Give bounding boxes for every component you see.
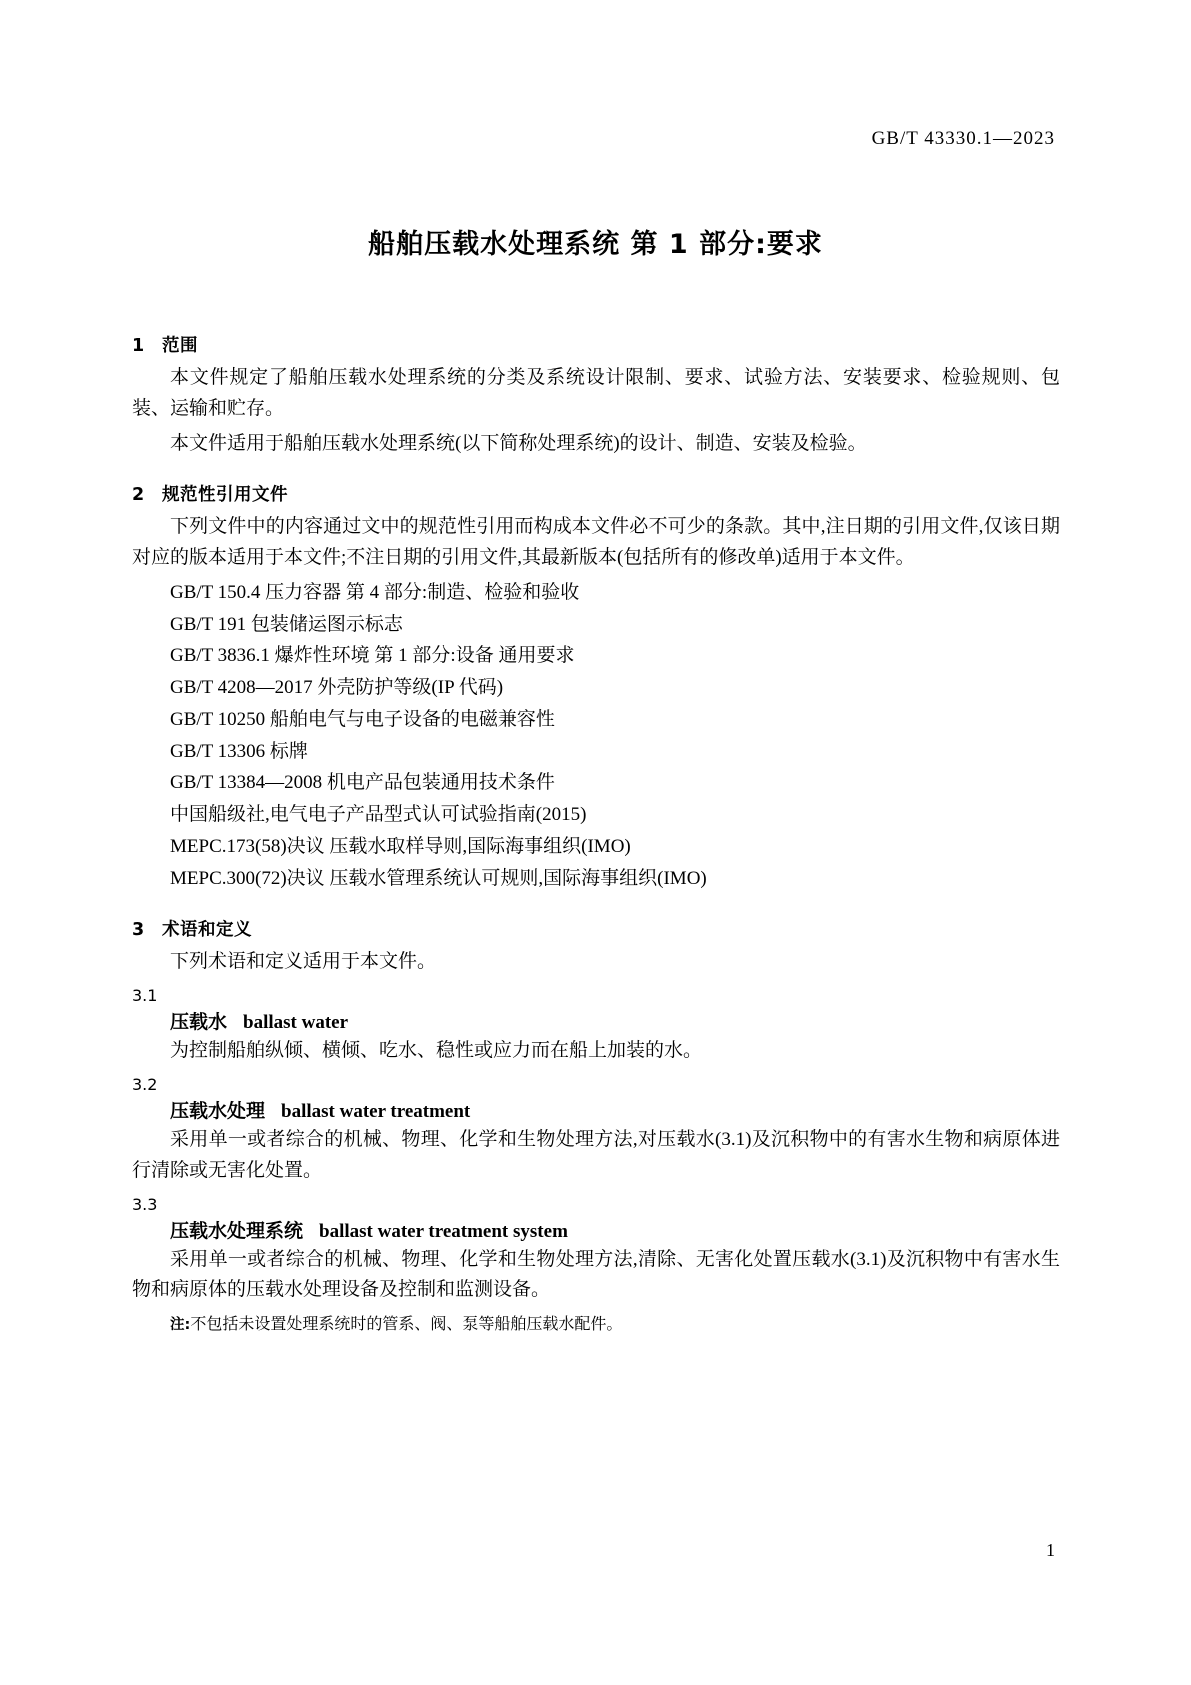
section-title-3: 术语和定义 <box>162 920 252 941</box>
section-heading-3 <box>132 916 1060 941</box>
term-name-cn: 压载水 <box>170 1011 228 1034</box>
section-1-paragraph-2: 本文件适用于船舶压载水处理系统(以下简称处理系统)的设计、制造、安装及检验。 <box>170 432 867 454</box>
section-1-paragraph-1: 本文件规定了船舶压载水处理系统的分类及系统设计限制、要求、试验方法、安装要求、检验规则、包装、运输和贮存。 <box>132 367 1060 419</box>
document-title: 船舶压载水处理系统 第 1 部分:要求 <box>368 229 823 260</box>
normative-reference-item: MEPC.173(58)决议 压载水取样导则,国际海事组织(IMO) <box>170 835 631 857</box>
normative-reference-item: GB/T 191 包装储运图示标志 <box>170 613 403 635</box>
section-number-1: 1 <box>132 336 145 356</box>
term-number: 3.2 <box>132 1075 158 1095</box>
term-name <box>132 1096 1060 1123</box>
document-body <box>132 310 1060 1338</box>
note-label: 注: <box>170 1317 191 1334</box>
term-definition: 为控制船舶纵倾、横倾、吃水、稳性或应力而在船上加装的水。 <box>170 1040 703 1062</box>
normative-reference-item: GB/T 150.4 压力容器 第 4 部分:制造、检验和验收 <box>170 581 580 603</box>
term-name-en: ballast water <box>243 1012 349 1034</box>
normative-reference-item: GB/T 3836.1 爆炸性环境 第 1 部分:设备 通用要求 <box>170 645 575 667</box>
page-header-standard-id: GB/T 43330.1—2023 <box>871 128 1055 149</box>
section-number-3: 3 <box>132 920 145 941</box>
section-number-2: 2 <box>132 485 145 506</box>
normative-reference-item: GB/T 10250 船舶电气与电子设备的电磁兼容性 <box>170 708 555 730</box>
normative-reference-item: 中国船级社,电气电子产品型式认可试验指南(2015) <box>170 804 587 826</box>
section-heading-2 <box>132 481 1060 506</box>
page-number: 1 <box>1046 1540 1055 1560</box>
note-text: 不包括未设置处理系统时的管系、阀、泵等船舶压载水配件。 <box>190 1316 623 1334</box>
normative-reference-item: GB/T 4208—2017 外壳防护等级(IP 代码) <box>170 677 504 699</box>
normative-reference-item: GB/T 13306 标牌 <box>170 740 308 762</box>
term-name-cn: 压载水处理系统 <box>170 1219 304 1242</box>
term-name <box>132 1007 1060 1034</box>
section-3-paragraph-1: 下列术语和定义适用于本文件。 <box>170 951 437 973</box>
section-title-2: 规范性引用文件 <box>162 485 288 506</box>
term-name-cn: 压载水处理 <box>170 1100 266 1123</box>
term-number: 3.1 <box>132 986 158 1006</box>
section-heading-1 <box>132 332 1060 357</box>
term-definition: 采用单一或者综合的机械、物理、化学和生物处理方法,清除、无害化处置压载水(3.1)及沉积物中有害水生物和病原体的压载水处理设备及控制和监测设备。 <box>132 1248 1060 1301</box>
normative-reference-item: GB/T 13384—2008 机电产品包装通用技术条件 <box>170 772 555 794</box>
section-2-paragraph-1: 下列文件中的内容通过文中的规范性引用而构成本文件必不可少的条款。其中,注日期的引用文件,仅该日期对应的版本适用于本文件;不注日期的引用文件,其最新版本(包括所有的修改单)适用于本文件。 <box>132 516 1060 569</box>
term-number: 3.3 <box>132 1194 158 1214</box>
term-definition: 采用单一或者综合的机械、物理、化学和生物处理方法,对压载水(3.1)及沉积物中的有害水生物和病原体进行清除或无害化处置。 <box>132 1129 1060 1181</box>
normative-reference-item: MEPC.300(72)决议 压载水管理系统认可规则,国际海事组织(IMO) <box>170 867 707 889</box>
term-name <box>132 1216 1060 1243</box>
section-title-1: 范围 <box>162 336 198 356</box>
term-name-en: ballast water treatment <box>281 1101 471 1123</box>
term-note <box>132 1312 1060 1338</box>
term-name-en: ballast water treatment system <box>319 1220 568 1242</box>
